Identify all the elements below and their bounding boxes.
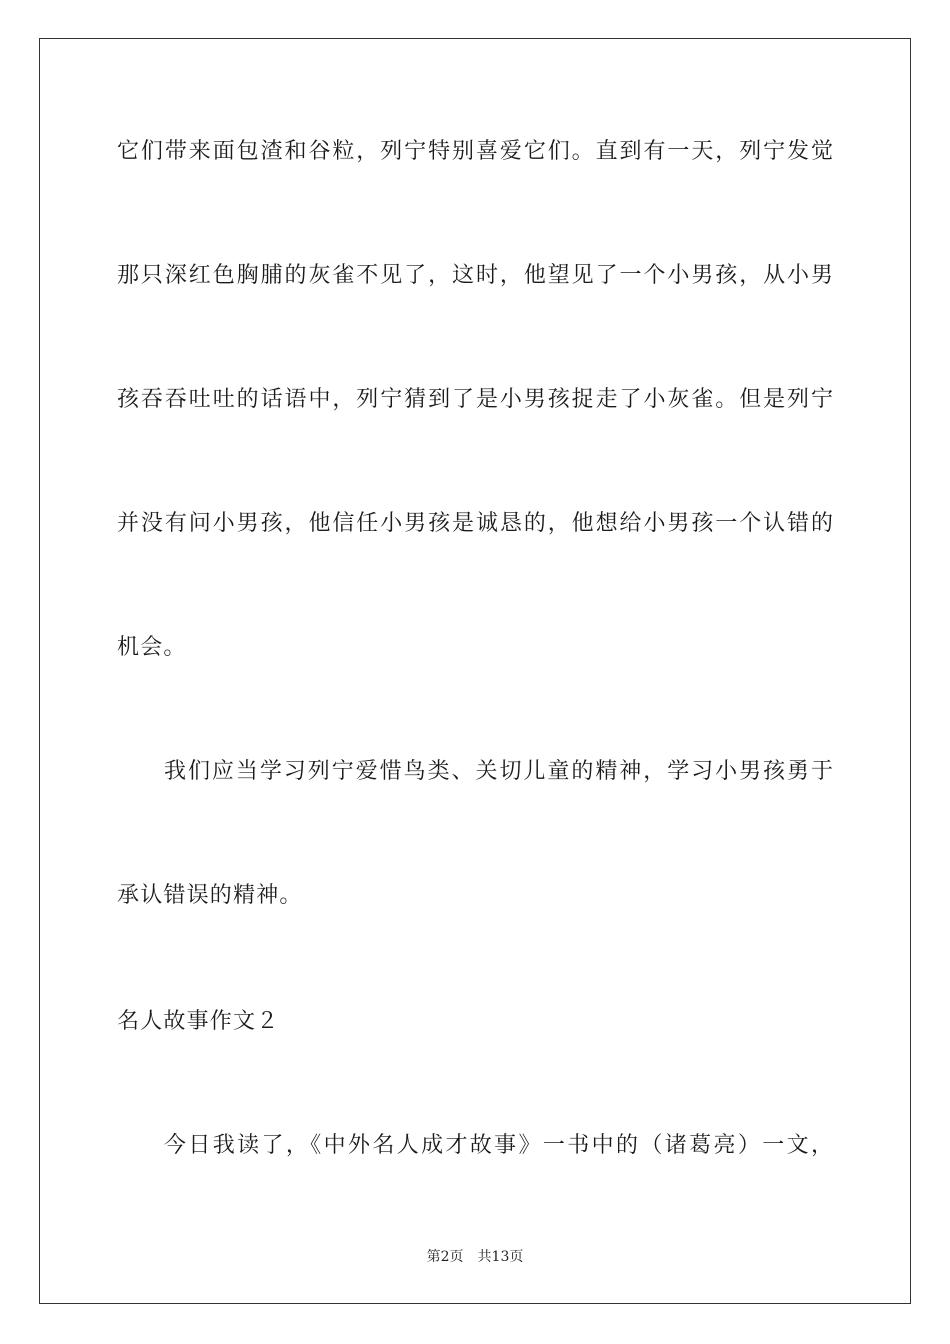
page-number: 第2页 xyxy=(426,1249,464,1265)
section-heading: 名人故事作文２ xyxy=(117,1009,280,1034)
body-line-1: 它们带来面包渣和谷粒，列宁特别喜爱它们。直到有一天，列宁发觉 xyxy=(117,139,833,164)
body-line-9: 今日我读了，《中外名人成才故事》一书中的（诸葛亮）一文， xyxy=(164,1133,833,1158)
body-line-6: 我们应当学习列宁爱惜鸟类、关切儿童的精神，学习小男孩勇于 xyxy=(164,759,833,784)
body-line-2: 那只深红色胸脯的灰雀不见了，这时，他望见了一个小男孩，从小男 xyxy=(117,263,833,288)
page-footer xyxy=(0,1247,950,1267)
body-line-3: 孩吞吞吐吐的话语中，列宁猜到了是小男孩捉走了小灰雀。但是列宁 xyxy=(117,387,833,412)
body-line-5: 机会。 xyxy=(117,635,187,660)
page-border xyxy=(39,38,911,1304)
body-line-7: 承认错误的精神。 xyxy=(117,883,303,908)
total-pages: 共13页 xyxy=(477,1249,524,1265)
body-line-4: 并没有问小男孩，他信任小男孩是诚恳的，他想给小男孩一个认错的 xyxy=(117,511,833,536)
